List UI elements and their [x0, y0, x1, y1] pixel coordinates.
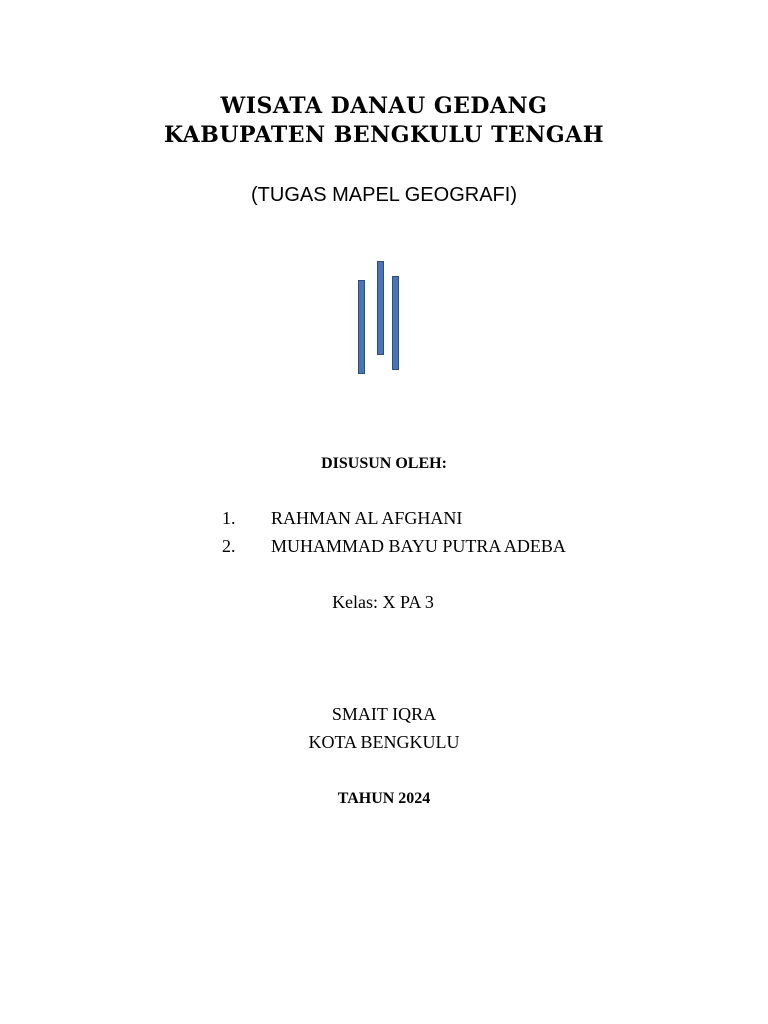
class-label: Kelas: X PA 3 [332, 592, 434, 612]
subtitle: (TUGAS MAPEL GEOGRAFI) [251, 184, 517, 206]
year-label: TAHUN 2024 [337, 790, 431, 807]
author-name: MUHAMMAD BAYU PUTRA ADEBA [271, 536, 566, 556]
author-heading: DISUSUN OLEH: [321, 455, 447, 472]
author-number: 2. [222, 536, 236, 556]
ornament-bar-middle [377, 261, 384, 355]
list-item [222, 536, 566, 557]
ornament-bar-right [392, 276, 399, 370]
author-number: 1. [222, 508, 236, 528]
list-item [222, 508, 462, 529]
ornament-bar-left [358, 280, 365, 374]
school-name: SMAIT IQRA [331, 704, 437, 724]
page-title-line-1: WISATA DANAU GEDANG [220, 93, 548, 119]
city-name: KOTA BENGKULU [308, 732, 460, 752]
page-title-line-2: KABUPATEN BENGKULU TENGAH [163, 122, 605, 148]
author-name: RAHMAN AL AFGHANI [271, 508, 463, 528]
